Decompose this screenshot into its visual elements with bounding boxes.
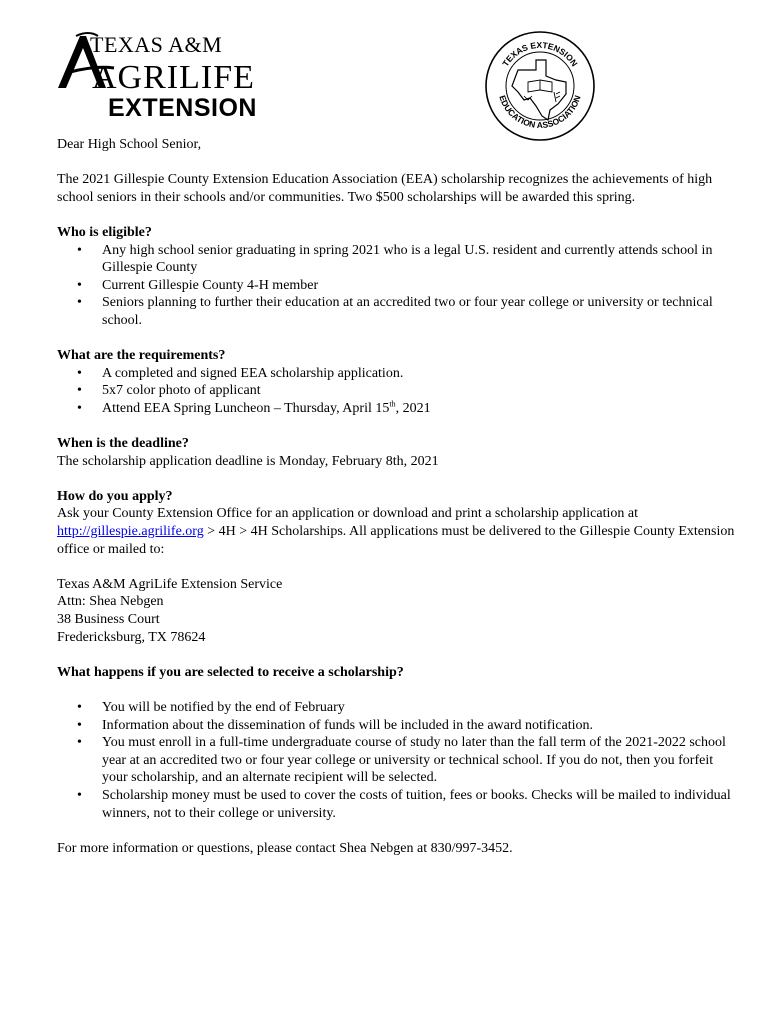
apply-text: [57, 505, 737, 558]
list-item: • Seniors planning to further their education at an accredited two or four year college or university or technical school.: [57, 294, 737, 329]
list-item: • You must enroll in a full-time undergraduate course of study no later than the fall term of the 2021-2022 school year at an accredited two or four year college or university or technical school. If you do not, then you forfeit your scholarship, and an alternate recipient will be selected.: [57, 734, 737, 787]
gillespie-agrilife-link[interactable]: http://gillespie.agrilife.org: [57, 524, 204, 540]
logo-graphic: [56, 30, 286, 122]
requirements-heading: What are the requirements?: [57, 348, 226, 364]
selection-heading: What happens if you are selected to receive a scholarship?: [57, 664, 404, 680]
seal-graphic: [484, 30, 596, 142]
eligibility-list: [57, 242, 737, 330]
greeting: Dear High School Senior,: [57, 137, 202, 152]
eea-seal: [484, 30, 596, 142]
eligibility-section: [57, 224, 737, 330]
list-item: • Information about the dissemination of funds will be included in the award notification.: [57, 717, 737, 735]
apply-text-intro: Ask your County Extension Office for an application or download and print a scholarship application at: [57, 506, 638, 522]
list-item: • You will be notified by the end of February: [57, 699, 737, 717]
closing-line: For more information or questions, please contact Shea Nebgen at 830/997-3452.: [57, 840, 513, 856]
list-item: [57, 400, 737, 418]
list-item: • Current Gillespie County 4-H member: [57, 277, 737, 295]
selection-section: [57, 664, 737, 822]
apply-heading: How do you apply?: [57, 488, 173, 504]
selection-list: [57, 699, 737, 822]
deadline-heading: When is the deadline?: [57, 436, 189, 452]
ordinal-suffix: th: [389, 399, 396, 409]
address-line: Fredericksburg, TX 78624: [57, 629, 206, 645]
intro-paragraph: The 2021 Gillespie County Extension Education Association (EEA) scholarship recognizes the achievements of high school seniors in their schools and/or communities. Two $500 scholarships will be awarded this spring.: [57, 172, 713, 205]
deadline-text: The scholarship application deadline is Monday, February 8th, 2021: [57, 453, 439, 469]
logo-line1: TEXAS A&M: [90, 32, 223, 57]
address-line: Attn: Shea Nebgen: [57, 594, 164, 610]
deadline-section: [57, 435, 737, 470]
apply-section: [57, 488, 737, 558]
agrilife-extension-logo: [56, 30, 286, 122]
book-icon: [528, 80, 552, 92]
luncheon-year: , 2021: [395, 400, 431, 416]
seal-bottom-text: EDUCATION ASSOCIATION: [497, 93, 583, 131]
wheat-icon: [554, 92, 560, 102]
requirements-section: [57, 347, 737, 417]
apply-text-rest: > 4H > 4H Scholarships. All applications must be delivered to the Gillespie County Extension office or mailed to:: [57, 524, 735, 557]
letter-body: [57, 136, 737, 857]
seal-top-text: TEXAS EXTENSION: [500, 39, 580, 69]
luncheon-text: Attend EEA Spring Luncheon – Thursday, April 15: [102, 400, 390, 416]
address-line: 38 Business Court: [57, 612, 160, 628]
eligibility-heading: Who is eligible?: [57, 224, 152, 240]
address-line: Texas A&M AgriLife Extension Service: [57, 576, 283, 592]
logo-line2: AGRILIFE: [92, 59, 255, 96]
list-item: • Scholarship money must be used to cover the costs of tuition, fees or books. Checks will be mailed to individual winners, not to their college or university.: [57, 787, 737, 822]
logo-line3: EXTENSION: [108, 94, 257, 122]
mailing-address: [57, 576, 737, 646]
list-item: • 5x7 color photo of applicant: [57, 382, 737, 400]
list-item: • A completed and signed EEA scholarship application.: [57, 365, 737, 383]
requirements-list: [57, 365, 737, 418]
list-item: • Any high school senior graduating in spring 2021 who is a legal U.S. resident and currently attends school in Gillespie County: [57, 242, 737, 277]
spacer: [57, 681, 737, 699]
